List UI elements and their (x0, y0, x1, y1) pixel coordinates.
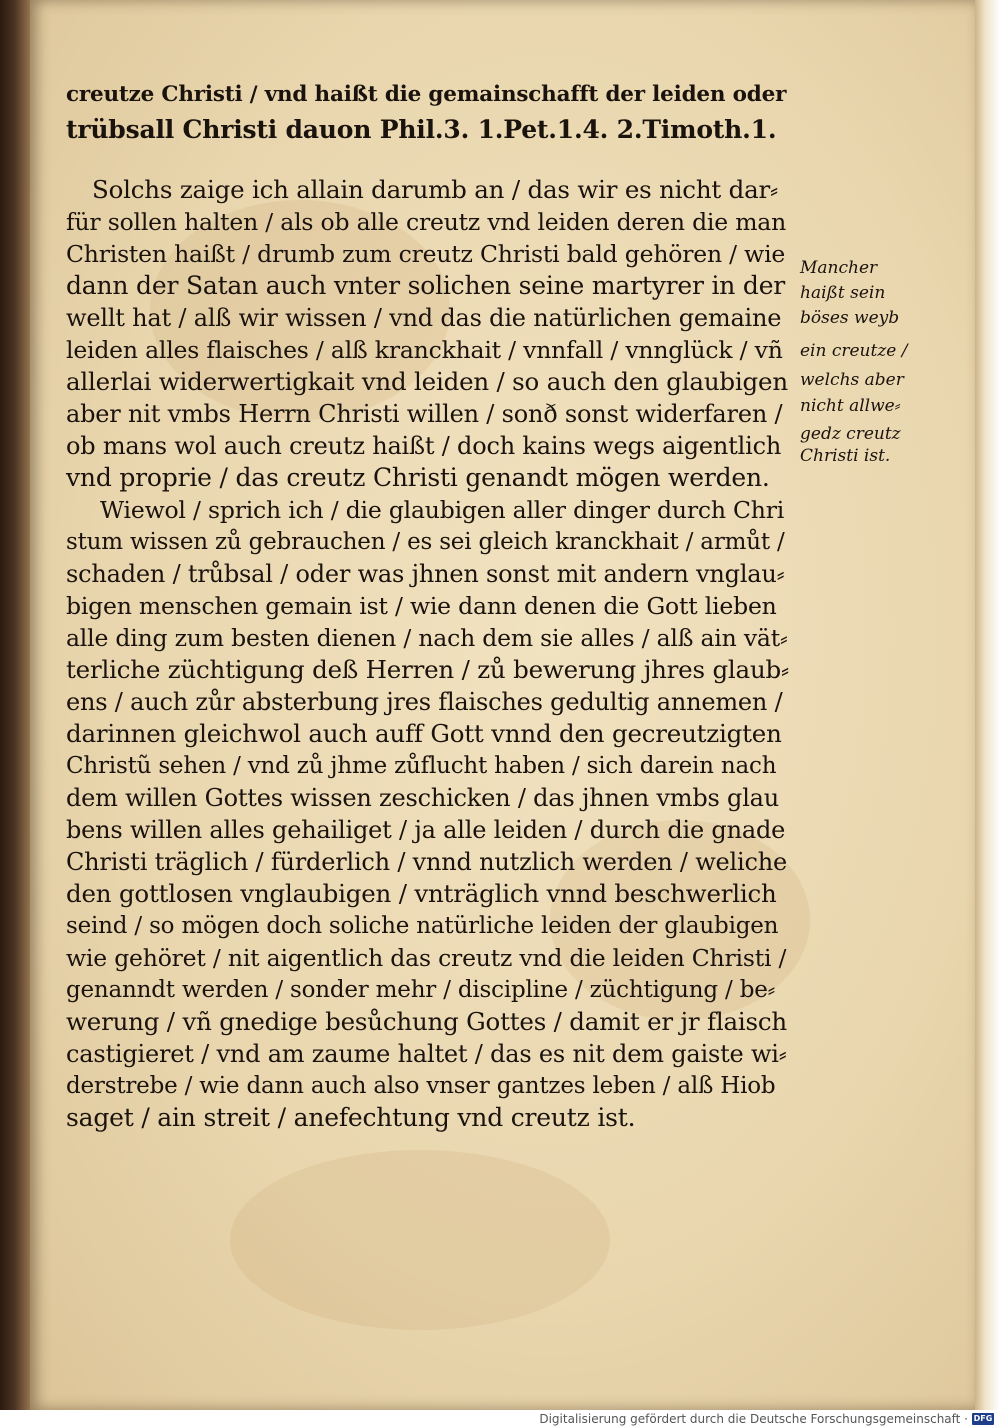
marginal-note-line: haißt sein (800, 283, 886, 303)
body-line: wellt hat / alß wir wissen / vnd das die natürlichen gemaine (66, 304, 782, 332)
body-line: seind / so mögen doch soliche natürliche leiden der glaubigen (66, 913, 779, 939)
body-line: schaden / trůbsal / oder was jhnen sonst mit andern vnglau⸗ (66, 560, 785, 588)
body-line: saget / ain streit / anefechtung vnd creutz ist. (66, 1103, 636, 1132)
body-line: wie gehöret / nit aigentlich das creutz vnd die leiden Christi / (66, 944, 787, 972)
body-line: Christen haißt / drumb zum creutz Christi bald gehören / wie (66, 240, 786, 268)
body-line: für sollen halten / als ob alle creutz vnd leiden deren die man (66, 208, 787, 236)
body-line: bens willen alles gehailiget / ja alle leiden / durch die gnade (66, 816, 786, 844)
marginal-note-line: nicht allwe⸗ (800, 396, 901, 416)
body-line: stum wissen zů gebrauchen / es sei gleich kranckhait / armůt / (66, 529, 785, 555)
marginal-note-line: böses weyb (800, 308, 900, 328)
body-line: ens / auch zůr absterbung jres flaisches gedultig annemen / (66, 688, 783, 716)
body-line: darinnen gleichwol auch auff Gott vnnd den gecreutzigten (66, 719, 782, 748)
body-line: alle ding zum besten dienen / nach dem sie alles / alß ain vät⸗ (66, 624, 788, 652)
body-line: derstrebe / wie dann auch also vnser gantzes leben / alß Hiob (66, 1073, 776, 1099)
marginal-note-line: Mancher (800, 258, 878, 278)
body-line: genanndt werden / sonder mehr / discipline / züchtigung / be⸗ (66, 977, 776, 1003)
body-line: Christũ sehen / vnd zů jhme zůflucht haben / sich darein nach (66, 753, 777, 779)
heading-line-2: trübsall Christi dauon Phil.3. 1.Pet.1.4. 2.Timoth.1. (66, 115, 777, 144)
marginal-note-line: welchs aber (800, 370, 904, 390)
body-line: den gottlosen vnglaubigen / vnträglich vnnd beschwerlich (66, 879, 777, 908)
body-line: Christi träglich / fürderlich / vnnd nutzlich werden / weliche (66, 848, 787, 876)
body-line: ob mans wol auch creutz haißt / doch kains wegs aigentlich (66, 432, 782, 460)
marginal-note-line: gedz creutz (800, 424, 901, 444)
marginal-note-line: ein creutze / (800, 341, 908, 361)
body-line: werung / vñ gnedige besůchung Gottes / damit er jr flaisch (66, 1007, 787, 1036)
footer-credit: Digitalisierung gefördert durch die Deutsche Forschungsgemeinschaft · (539, 1412, 968, 1426)
body-line: leiden alles flaisches / alß kranckhait / vnnfall / vnnglück / vñ (66, 336, 783, 364)
body-line: bigen menschen gemain ist / wie dann denen die Gott lieben (66, 592, 777, 620)
heading-line-1: creutze Christi / vnd haißt die gemainschafft der leiden oder (66, 82, 787, 107)
marginal-note-line: Christi ist. (800, 446, 891, 466)
footer-bar (0, 1410, 1000, 1428)
body-line: vnd proprie / das creutz Christi genandt mögen werden. (66, 463, 770, 492)
dfg-logo: DFG (973, 1414, 993, 1423)
body-line: aber nit vmbs Herrn Christi willen / sonð sonst widerfaren / (66, 400, 783, 428)
body-line: dem willen Gottes wissen zeschicken / das jhnen vmbs glau (66, 784, 780, 812)
page-edge (975, 0, 1000, 1410)
body-line: Solchs zaige ich allain darumb an / das wir es nicht dar⸗ (92, 175, 778, 204)
body-line: Wiewol / sprich ich / die glaubigen aller dinger durch Chri (100, 496, 785, 524)
body-line: allerlai widerwertigkait vnd leiden / so auch den glaubigen (66, 367, 788, 396)
body-line: castigieret / vnd am zaume haltet / das es nit dem gaiste wi⸗ (66, 1040, 787, 1068)
body-line: dann der Satan auch vnter solichen seine martyrer in der (66, 271, 786, 300)
body-line: terliche züchtigung deß Herren / zů bewerung jhres glaub⸗ (66, 655, 789, 684)
